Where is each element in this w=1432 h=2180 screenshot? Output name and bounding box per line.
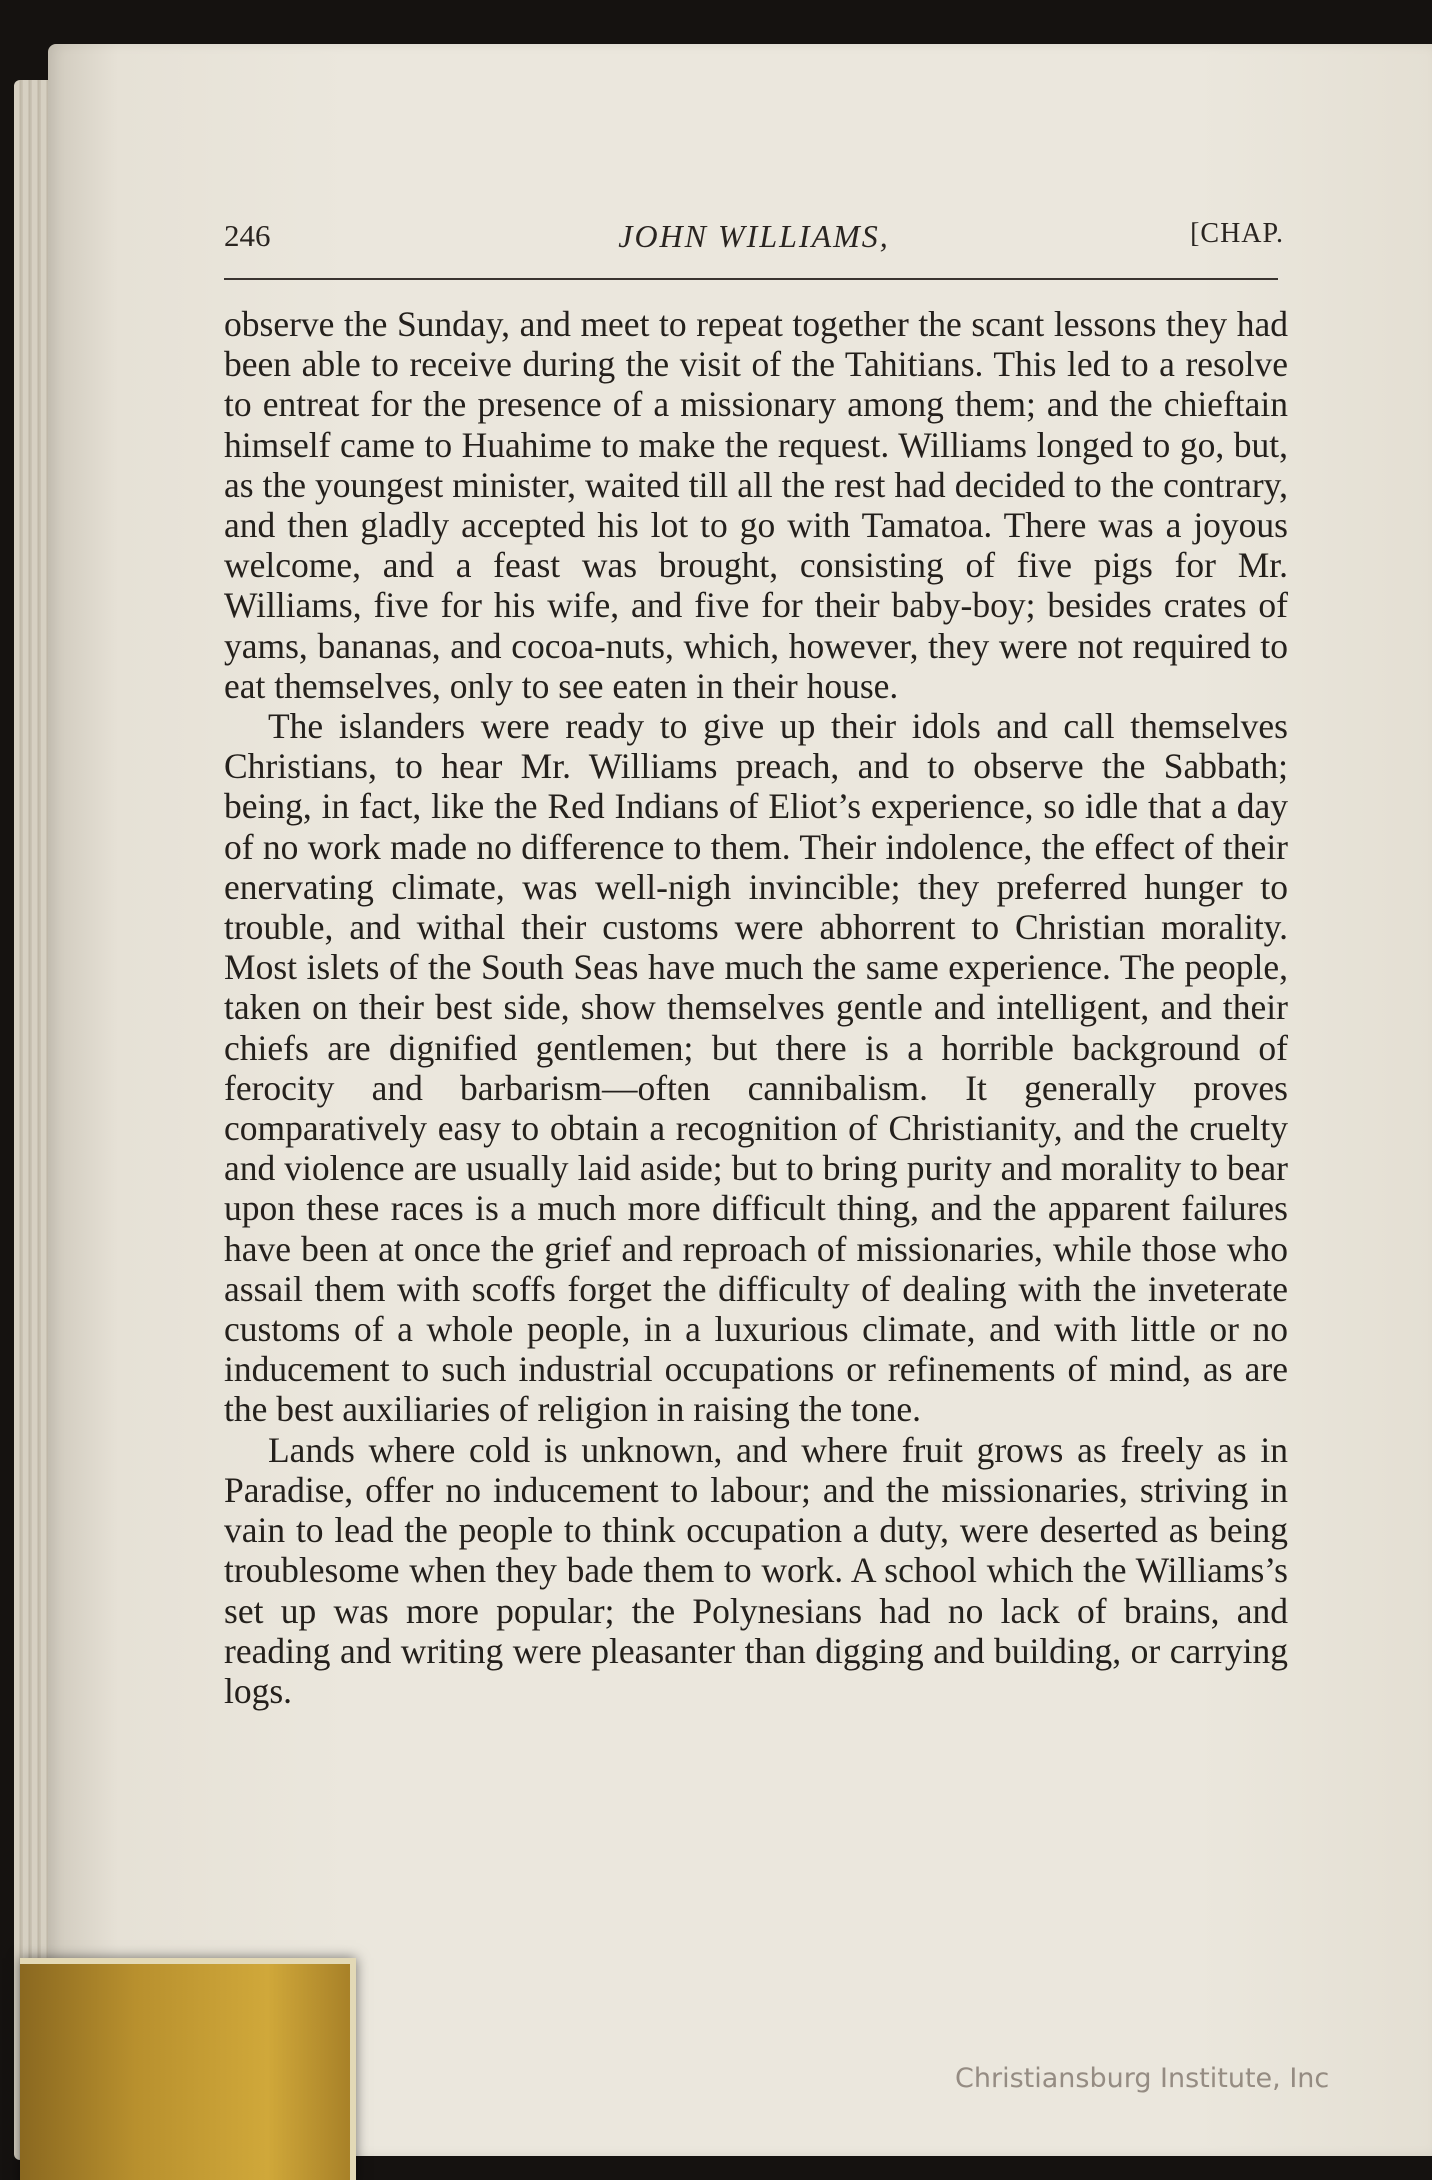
paragraph-2: The islanders were ready to give up their idols and call themselves Christians, to hear Mr. Williams preach, and to observe the Sabbath; being, in fact, like the Red Indians of Eliot’s experience, so idle that a day of no work made no difference to them. Their indolence, the effect of their enervating climate, was well-nigh invincible; they preferred hunger to trouble, and withal their customs were abhorrent to Christian morality. Most islets of the South Seas have much the same experience. The people, taken on their best side, show themselves gentle and intelligent, and their chiefs are dignified gentlemen; but there is a horrible background of ferocity and barbarism—often cannibalism. It generally proves comparatively easy to obtain a recognition of Christianity, and the cruelty and violence are usually laid aside; but to bring purity and morality to bear upon these races is a much more difficult thing, and the apparent failures have been at once the grief and reproach of missionaries, while those who assail them with scoffs forget the difficulty of dealing with the inveterate customs of a whole people, in a luxurious climate, and with little or no inducement to such industrial occupations or refinements of mind, as are the best auxiliaries of religion in raising the tone. xyxy=(224,706,1288,1430)
body-text xyxy=(224,304,1288,1711)
running-title: JOHN WILLIAMS, xyxy=(618,218,890,254)
header-rule xyxy=(224,278,1278,280)
chapter-marker: [CHAP. xyxy=(1190,218,1284,249)
page-number: 246 xyxy=(224,218,271,253)
book-cover-corner xyxy=(20,1958,356,2180)
paragraph-3: Lands where cold is unknown, and where fruit grows as freely as in Paradise, offer no inducement to labour; and the missionaries, striving in vain to lead the people to think occupation a duty, were deserted as being troublesome when they bade them to work. A school which the Williams’s set up was more popular; the Polynesians had no lack of brains, and reading and writing were pleasanter than digging and building, or carrying logs. xyxy=(224,1429,1288,1711)
watermark: Christiansburg Institute, Inc xyxy=(955,2063,1330,2094)
paragraph-1: observe the Sunday, and meet to repeat together the scant lessons they had been able to receive during the visit of the Tahitians. This led to a resolve to entreat for the presence of a missionary among them; and the chieftain himself came to Huahime to make the request. Williams longed to go, but, as the youngest minister, waited till all the rest had decided to the contrary, and then gladly accepted his lot to go with Tamatoa. There was a joyous welcome, and a feast was brought, consisting of five pigs for Mr. Williams, five for his wife, and five for their baby-boy; besides crates of yams, bananas, and cocoa-nuts, which, however, they were not required to eat themselves, only to see eaten in their house. xyxy=(224,304,1288,706)
running-head xyxy=(224,218,1284,264)
